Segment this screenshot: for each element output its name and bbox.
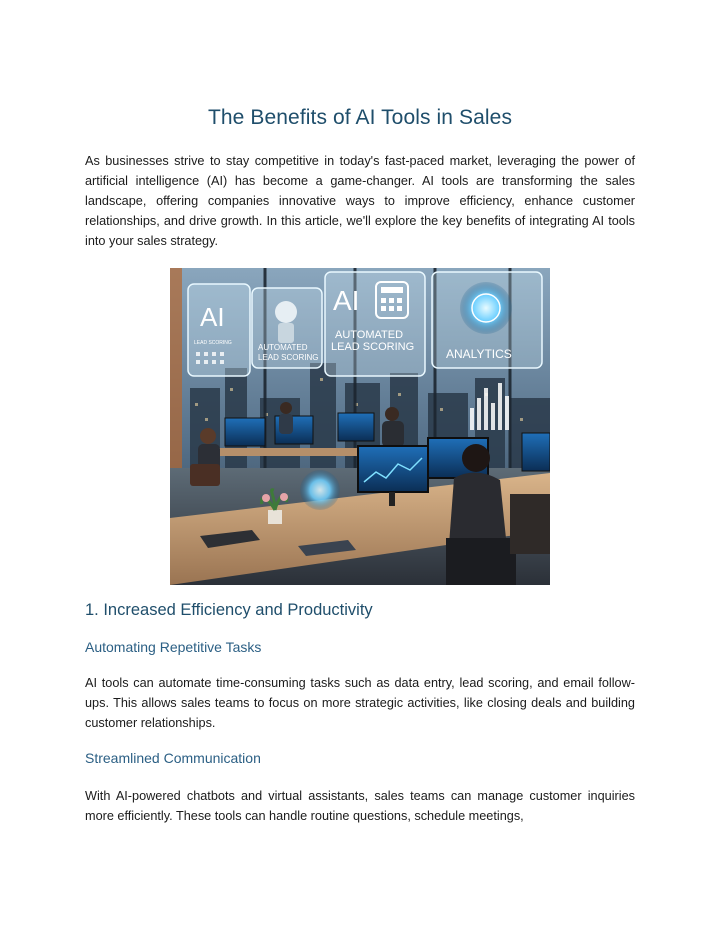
section-heading-efficiency: 1. Increased Efficiency and Productivity (85, 601, 373, 619)
panel2-line2: LEAD SCORING (258, 353, 319, 362)
analytics-orb-icon (460, 282, 512, 334)
panel3-line2: LEAD SCORING (331, 341, 415, 353)
office-ai-illustration (170, 268, 550, 585)
panel2-line1: AUTOMATED (258, 343, 308, 352)
paragraph-streamlined-communication: With AI-powered chatbots and virtual assistants, sales teams can manage customer inquiries more efficiently. These tools can handle routine questions, schedule meetings, (85, 789, 635, 823)
panel1-sub: LEAD SCORING (194, 340, 232, 346)
hologram-panel-analytics (432, 272, 542, 368)
intro-paragraph: As businesses strive to stay competitive in today's fast-paced market, leveraging the power of artificial intelligence (AI) has become a game-changer. AI tools are transforming the sales landscape, offering companies innovative ways to improve efficiency, enhance customer relationships, and drive growth. In this article, we'll explore the key benefits of integrating AI tools into your sales strategy. (85, 154, 635, 248)
document-title: The Benefits of AI Tools in Sales (207, 106, 513, 129)
panel4-text: ANALYTICS (446, 347, 512, 361)
panel3-line1: AUTOMATED (335, 329, 404, 341)
panel3-text: AI (333, 285, 360, 316)
panel1-text: AI (200, 302, 225, 332)
subheading-streamlined-communication: Streamlined Communication (85, 750, 261, 766)
hologram-panel-ai (188, 284, 250, 376)
glowing-globe (300, 470, 340, 510)
robot-head-icon (275, 301, 297, 323)
paragraph-automating-tasks: AI tools can automate time-consuming tasks such as data entry, lead scoring, and email follow-ups. This allows sales teams to focus on more strategic activities, like closing deals and building customer relationships. (85, 676, 635, 730)
hologram-panel-automated-lead-scoring (325, 272, 425, 376)
subheading-automating-tasks: Automating Repetitive Tasks (85, 639, 262, 655)
hologram-panel-lead-scoring (252, 288, 322, 368)
